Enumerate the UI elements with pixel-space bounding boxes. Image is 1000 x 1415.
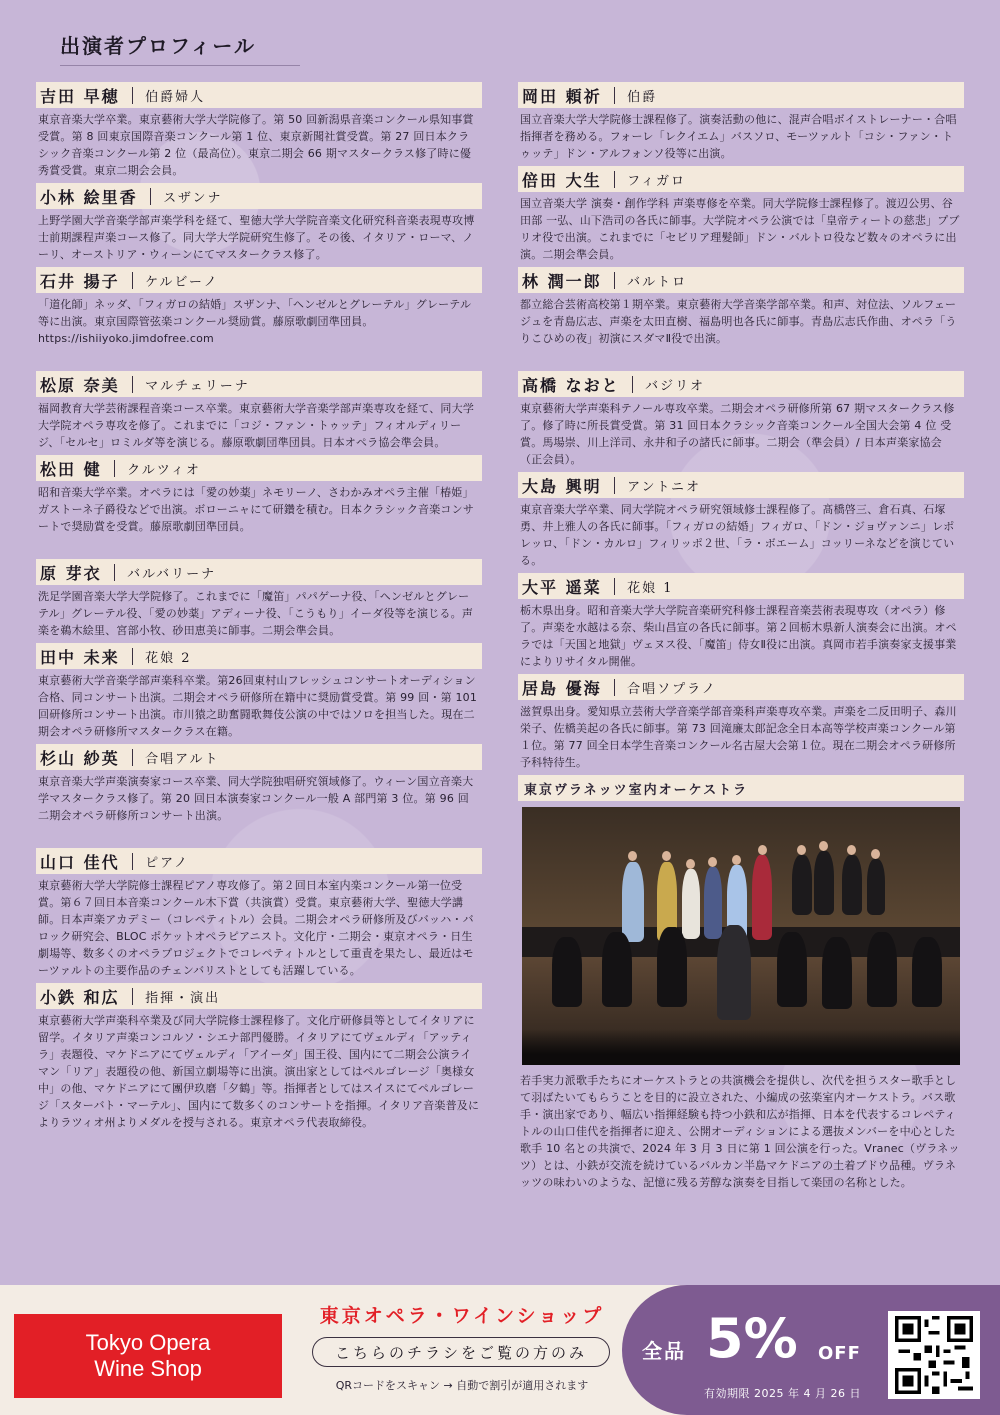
singer-head [628, 851, 637, 861]
divider [132, 376, 134, 393]
profile-oshima [518, 472, 964, 569]
divider [132, 272, 134, 289]
performer-role: 伯爵 [627, 89, 658, 105]
divider [114, 460, 116, 477]
performer-role: フィガロ [627, 173, 687, 189]
singer-head [819, 841, 828, 851]
performer-role: ケルビーノ [145, 274, 219, 290]
performer-bio: 東京音楽大学卒業、同大学院オペラ研究領域修士課程修了。髙橋啓三、倉石真、石塚勇、井上雅人の各氏に師事。「フィガロの結婚」フィガロ、「ドン・ジョヴァンニ」レポレッロ、「ドン・カルロ」フィリッポ２世、「ラ・ボエーム」コッリーネなどを演じている。 [520, 503, 955, 567]
singer-head [847, 845, 856, 855]
performer-name: 吉田 早穂 [40, 86, 120, 106]
divider [114, 564, 116, 581]
singer-head [797, 845, 806, 855]
name-bar [36, 82, 482, 108]
profile-tanaka [36, 643, 482, 740]
profile-baida [518, 166, 964, 263]
name-bar [36, 559, 482, 585]
name-bar [518, 166, 964, 192]
performer-name: 倍田 大生 [522, 170, 602, 190]
performer-name: 田中 未来 [40, 647, 120, 667]
performer-role: バルトロ [627, 274, 688, 290]
profile-matsubara [36, 371, 482, 451]
divider [150, 188, 152, 205]
logo-line-2: Wine Shop [94, 1356, 202, 1381]
performer-bio: 上野学園大学音楽学部声楽学科を経て、聖徳大学大学院音楽文化研究科音楽表現専攻博士前期課程声楽コース修了。同大学大学院研究生修了。その後、イタリア・ローマ、ノーリ、オーストリア・ウィーンにてマスタークラス修了。 [38, 214, 475, 261]
singer-figure [842, 855, 862, 915]
discount-off: OFF [818, 1343, 861, 1364]
performer-role: 花娘 2 [145, 650, 192, 666]
performer-bio: 東京音楽大学声楽演奏家コース卒業、同大学院独唱研究領域修了。ウィーン国立音楽大学マスタークラス修了。第 20 回日本演奏家コンクール一般 A 部門第 3 位。第 96 回二期会オペラ研修所コンサート出演。 [38, 775, 474, 822]
name-bar [518, 573, 964, 599]
performer-bio: 東京藝術大学音楽学部声楽科卒業。第26回東村山フレッシュコンサートオーディション合格、同コンサート出演。二期会オペラ研修所在籍中に奨励賞受賞。第 99 回・第 101 回研修所コンサート出演。市川猿之助奮闘歌舞伎公演の中ではソロを担当した。現在二期会オペラ研修所マスタークラス在籍。 [38, 674, 478, 738]
singer-head [732, 855, 741, 865]
musician-figure [602, 932, 632, 1007]
performer-role: スザンナ [163, 190, 223, 206]
musician-figure [552, 937, 582, 1007]
performer-name: 林 潤一郎 [522, 271, 602, 291]
shop-subtitle: こちらのチラシをご覧の方のみ [312, 1337, 610, 1367]
profile-okada [518, 82, 964, 162]
discount-label: 全品 [642, 1339, 686, 1363]
name-bar [36, 371, 482, 397]
musician-figure [867, 932, 897, 1007]
performer-bio: 栃木県出身。昭和音楽大学大学院音楽研究科修士課程音楽芸術表現専攻（オペラ）修了。声楽を水越はる奈、柴山昌宣の各氏に師事。第２回栃木県新人演奏会に出演。オペラでは「天国と地獄」ヴェヌス役、「魔笛」侍女Ⅱ役に出演。真岡市若手演奏家支援事業によりリサイタル開催。 [520, 604, 957, 668]
profile-yamaguchi [36, 848, 482, 979]
performer-bio: 東京音楽大学卒業。東京藝術大学大学院修了。第 50 回新潟県音楽コンクール県知事賞受賞。第 8 回東京国際音楽コンクール第 1 位、東京新聞社賞受賞。第 27 回日本クラシック音楽コンクール第 2 位（最高位）。東京二期会 66 期マスタークラス修了時に優秀賞受賞。東京二期会会員。 [38, 113, 474, 177]
performer-name: 高橋 なおと [522, 375, 620, 395]
musician-figure [657, 927, 687, 1007]
divider [132, 853, 134, 870]
performer-name: 小林 絵里香 [40, 187, 138, 207]
performer-role: 合唱アルト [145, 751, 220, 767]
performer-name: 大島 興明 [522, 476, 602, 496]
spacer [518, 351, 964, 371]
logo-line-1: Tokyo Opera [85, 1330, 211, 1355]
singer-figure [814, 851, 834, 915]
name-bar [36, 455, 482, 481]
performer-role: バルバリーナ [127, 566, 217, 582]
name-bar [518, 371, 964, 397]
divider [132, 749, 134, 766]
profile-ijima [518, 674, 964, 771]
left-column [36, 82, 482, 1135]
conductor-figure [717, 925, 751, 1020]
performer-role: アントニオ [627, 479, 702, 495]
performer-name: 杉山 紗英 [40, 748, 120, 768]
spacer [36, 539, 482, 559]
profile-hayashi [518, 267, 964, 347]
performer-bio: 都立総合芸術高校第１期卒業。東京藝術大学音楽学部卒業。和声、対位法、ソルフェージュを青島広志、声楽を太田直樹、福島明也各氏に師事。青島広志氏作曲、オペラ「うりこひめの夜」初演にスダマⅡ役で出演。 [520, 298, 957, 345]
profile-hara [36, 559, 482, 639]
divider [132, 988, 134, 1005]
profile-matsuda [36, 455, 482, 535]
performer-name: 石井 揚子 [40, 271, 120, 291]
performer-bio: 国立音楽大学 演奏・創作学科 声楽専修を卒業。同大学院修士課程修了。渡辺公男、谷田部 一弘、山下浩司の各氏に師事。大学院オペラ公演では「皇帝ティートの慈悲」プブリオ役で出演。これまでに「セビリア理髪師」ドン・バルトロ役など数々のオペラに出演。二期会準会員。 [520, 197, 960, 261]
divider [614, 87, 616, 104]
name-bar [518, 472, 964, 498]
performer-name: 原 芽衣 [40, 563, 102, 583]
footer-banner [0, 1285, 1000, 1415]
name-bar [518, 674, 964, 700]
performer-role: ピアノ [145, 855, 190, 871]
singer-figure [704, 867, 722, 939]
performer-name: 小鉄 和広 [40, 987, 120, 1007]
orchestra-title: 東京ヴラネッツ室内オーケストラ [518, 775, 964, 801]
profile-yoshida [36, 82, 482, 179]
profile-kotetsu [36, 983, 482, 1131]
performer-bio: 東京藝術大学声楽科卒業及び同大学院修士課程修了。文化庁研修員等としてイタリアに留学。イタリア声楽コンコルソ・シエナ部門優勝。イタリアにてヴェルディ「アッティラ」表題役、マケドニアにてヴェルディ「アイーダ」国王役、国内にて二期会公演ライマン「リア」表題役の他、新国立劇場等に出演。演出家としてはペルゴレージ「奥様女中」の他、マケドニアにて團伊玖磨「夕鶴」等。指揮者としてはスイスにてペルゴレージ「スターバト・マーテル」、国内にて数多くのコンサートを指揮。イタリア音楽普及によりラツィオ州よりメダルを授与される。東京オペラ代表取締役。 [38, 1014, 480, 1129]
performer-name: 居島 優海 [522, 678, 602, 698]
singer-head [686, 859, 695, 869]
divider [614, 171, 616, 188]
profile-sugiyama [36, 744, 482, 824]
name-bar [36, 848, 482, 874]
orchestra-bio: 若手実力派歌手たちにオーケストラとの共演機会を提供し、次代を担うスター歌手として羽ばたいてもらうことを目的に設立された、小編成の弦楽室内オーケストラ。バス歌手・演出家であり、幅広い指揮経験も持つ小鉄和広が指揮、日本を代表するコレペティトルの山口佳代を指揮者に迎え、公開オーディションによる選抜メンバーを中心とした歌手 10 名との共演で、2024 年 3 月 3 日に第 1 回公演を行った。Vranec（ヴラネッツ）とは、小鉄が交流を続けているバルカン半島マケドニアの土着ブドウ品種。ヴラネッツの味わいのような、記憶に残る芳醇な演奏を目指して楽団の名称とした。 [520, 1074, 960, 1189]
name-bar [36, 267, 482, 293]
singer-head [662, 851, 671, 861]
divider [614, 272, 616, 289]
performer-name: 松田 健 [40, 459, 102, 479]
singer-figure [752, 855, 772, 940]
performer-bio: 国立音楽大学大学院修士課程修了。演奏活動の他に、混声合唱ボイストレーナー・合唱指揮者を務める。フォーレ「レクイエム」バスソロ、モーツァルト「コシ・ファン・トゥッテ」ドン・アルフォンソ役等に出演。 [520, 113, 957, 160]
performer-name: 山口 佳代 [40, 852, 120, 872]
musician-figure [912, 937, 942, 1007]
name-bar [36, 643, 482, 669]
profile-takahashi [518, 371, 964, 468]
shop-note: QRコードをスキャン → 自動で割引が適用されます [335, 1379, 589, 1392]
qr-code-icon[interactable] [888, 1311, 980, 1399]
name-bar [36, 183, 482, 209]
singer-figure [682, 869, 700, 939]
performer-bio: 東京藝術大学声楽科テノール専攻卒業。二期会オペラ研修所第 67 期マスタークラス修了。修了時に所長賞受賞。第 31 回日本クラシック音楽コンクール全国大会第 4 位 受賞。馬場崇、川上洋司、永井和子の諸氏に師事。二期会（準会員）/ 日本声楽家協会（正会員）。 [520, 402, 955, 466]
performer-name: 大平 遥菜 [522, 577, 602, 597]
performer-role: バジリオ [645, 378, 705, 394]
performer-bio: 福岡教育大学芸術課程音楽コース卒業。東京藝術大学音楽学部声楽専攻を経て、同大学大学院オペラ専攻を修了。これまでに「コジ・ファン・トゥッテ」フィオルディリージ、「セルセ」ロミルダ等を演じる。藤原歌劇団準団員。日本オペラ協会準会員。 [38, 402, 475, 449]
spacer [36, 828, 482, 848]
profile-ohira [518, 573, 964, 670]
shop-title: 東京オペラ・ワインショップ [319, 1305, 605, 1327]
singer-figure [867, 859, 885, 915]
musician-figure [822, 937, 852, 1009]
orchestra-photo [522, 807, 960, 1065]
wine-shop-logo[interactable] [14, 1314, 282, 1398]
divider [632, 376, 634, 393]
performer-role: 花娘 1 [627, 580, 674, 596]
performer-role: マルチェリーナ [145, 378, 250, 394]
performer-name: 松原 奈美 [40, 375, 120, 395]
divider [614, 578, 616, 595]
expiry-date: 有効期限 2025 年 4 月 26 日 [704, 1387, 861, 1400]
profile-ishii [36, 267, 482, 347]
performer-bio: 「道化師」ネッダ、「フィガロの結婚」スザンナ、「ヘンゼルとグレーテル」グレーテル等に出演。東京国際管弦楽コンクール奨励賞。藤原歌劇団準団員。https://ishiiyoko.jimdofree.com [38, 298, 472, 345]
discount-panel [622, 1285, 1000, 1415]
performer-bio: 滋賀県出身。愛知県立芸術大学音楽学部音楽科声楽専攻卒業。声楽を二反田明子、森川栄子、佐橋美起の各氏に師事。第 73 回滝廉太郎記念全日本高等学校声楽コンクール第１位。第 77 回全日本学生音楽コンクール名古屋大会第１位。現在二期会オペラ研修所予科特待生。 [520, 705, 957, 769]
performer-bio: 東京藝術大学大学院修士課程ピアノ専攻修了。第２回日本室内楽コンクール第一位受賞。第６７回日本音楽コンクール木下賞（共演賞）受賞。東京藝術大学、聖徳大学講師。日本声楽アカデミー（コレペティトル）会員。二期会オペラ研修所及びバッハ・バロック研究会、BLOC ポケットオペラピアニスト。文化庁・二期会・東京オペラ・日生劇場等、数多くのオペラプロジェクトでコレペティトルとして重責を果たし、最近はモーツァルトの主要作品のチェンバリストとしても活躍している。 [38, 879, 474, 977]
performer-bio: 洗足学園音楽大学大学院修了。これまでに「魔笛」パパゲーナ役、「ヘンゼルとグレーテル」グレーテル役、「愛の妙薬」アディーナ役、「こうもり」イーダ役等を演じる。声楽を鵜木絵里、宮部小牧、砂田恵美に師事。二期会準会員。 [38, 590, 474, 637]
divider [614, 679, 616, 696]
musician-figure [777, 932, 807, 1007]
performer-role: 指揮・演出 [145, 990, 221, 1006]
divider [132, 87, 134, 104]
page-title: 出演者プロフィール [60, 30, 300, 66]
profile-kobayashi [36, 183, 482, 263]
singer-head [758, 845, 767, 855]
name-bar [36, 744, 482, 770]
singer-figure [622, 862, 644, 942]
spacer [36, 351, 482, 371]
performer-role: 合唱ソプラノ [627, 681, 717, 697]
name-bar [36, 983, 482, 1009]
performer-bio: 昭和音楽大学卒業。オペラには「愛の妙薬」ネモリーノ、さわかみオペラ主催「椿姫」ガストーネ子爵役などで出演。ボローニャにて研鑽を積む。日本クラシック音楽コンサートで奨励賞を受賞。藤原歌劇団準団員。 [38, 486, 475, 533]
performer-role: 伯爵婦人 [145, 89, 206, 105]
name-bar [518, 82, 964, 108]
right-column [518, 82, 964, 1191]
audience-silhouette [522, 1029, 960, 1065]
singer-figure [792, 855, 812, 915]
performer-name: 岡田 頼祈 [522, 86, 602, 106]
singer-head [871, 849, 880, 859]
name-bar [518, 267, 964, 293]
divider [132, 648, 134, 665]
performer-role: クルツィオ [127, 462, 201, 478]
singer-head [708, 857, 717, 867]
divider [614, 477, 616, 494]
discount-value: 5% [706, 1307, 798, 1370]
